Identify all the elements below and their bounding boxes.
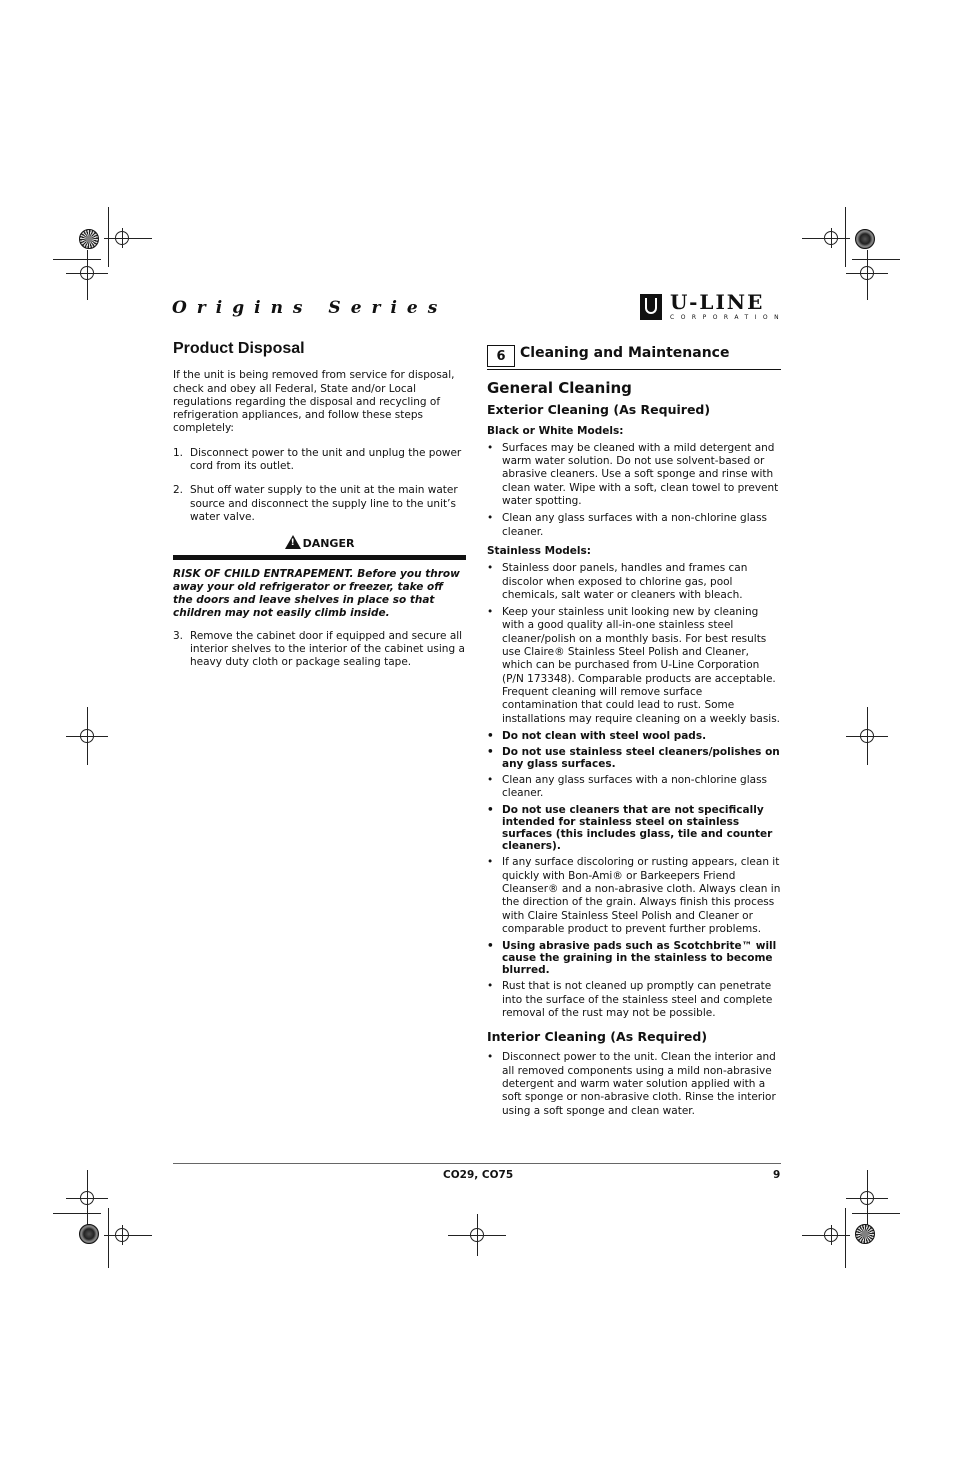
u-line-logo-icon [640,294,662,320]
step-text: Remove the cabinet door if equipped and secure all interior shelves to the interior of the cabinet using a heavy duty cloth or package sealing tape. [190,629,465,669]
list-item: • Keep your stainless unit looking new by cleaning with a good quality all-in-one stainless steel cleaner/polish on a monthly basis. For best results use Claire® Stainless Steel Polish and Cleaner, which can be purchased from U-Line Corporation (P/N 173348). Comparable products are acceptable. Frequent cleaning will remove surface contamination that could lead to rust. Some installations may require cleaning on a weekly basis. [487,606,781,726]
list-item: • Surfaces may be cleaned with a mild detergent and warm water solution. Do not use solvent-based or abrasive cleaners. Use a soft sponge and rinse with clean water. Wipe with a soft, clean towel to prevent water spotting. [487,442,781,508]
u-line-logo [640,290,786,322]
registration-disc-icon [79,229,99,249]
list-item: • Disconnect power to the unit. Clean the interior and all removed components using a mild non-abrasive detergent and warm water solution applied with a soft sponge or non-abrasive cloth. Rinse the interior using a soft sponge and clean water. [487,1051,781,1117]
danger-label: DANGER [302,537,355,551]
warning-triangle-icon: ! [285,535,301,549]
list-item: • Do not use cleaners that are not specifically intended for stainless steel on stainless surfaces (this includes glass, tile and counter cleaners). [487,804,781,852]
chapter-title: Cleaning and Maintenance [520,345,730,361]
danger-divider [173,555,466,560]
footer-divider [173,1163,781,1164]
logo-subtitle: CORPORATION [670,314,786,321]
list-item: • Rust that is not cleaned up promptly can penetrate into the surface of the stainless steel and complete removal of the rust may not be possible. [487,980,781,1020]
registration-cross-icon [860,729,874,743]
interior-cleaning-heading: Interior Cleaning (As Required) [487,1029,708,1045]
step-text: Shut off water supply to the unit at the main water source and disconnect the supply line to the unit’s water valve. [190,484,458,523]
crop-line [108,1208,109,1268]
child-entrapment-warning: RISK OF CHILD ENTRAPEMENT. Before you throw away your old refrigerator or freezer, take off the doors and leave shelves in place so that children may not easily climb inside. [173,567,460,620]
crop-line [845,207,846,267]
registration-cross-icon [115,1228,129,1242]
stainless-models-heading: Stainless Models: [487,544,591,557]
interior-list [487,1051,781,1117]
list-item: • If any surface discoloring or rusting appears, clean it quickly with Bon-Ami® or Barkeepers Friend Cleanser® and a non-abrasive cloth. Always clean in the direction of the grain. Always finish this process with Claire Stainless Steel Polish and Cleaner or comparable product to prevent further problems. [487,856,781,936]
crop-line [845,1208,846,1268]
crop-line [66,273,108,274]
crop-line [846,273,888,274]
disposal-steps [173,447,466,524]
registration-cross-icon [470,1228,484,1242]
step-number: 3. [173,629,184,642]
left-column [173,342,466,681]
registration-cross-icon [824,1228,838,1242]
step-text: Disconnect power to the unit and unplug the power cord from its outlet. [190,446,462,473]
logo-name: U-LINE [670,290,765,314]
black-white-list [487,442,781,539]
disposal-steps-continued [173,630,466,670]
danger-heading [173,535,466,554]
list-item: • Using abrasive pads such as Scotchbrite™ will cause the graining in the stainless to become blurred. [487,940,781,976]
stainless-list [487,562,781,1020]
list-item: • Do not clean with steel wool pads. [487,730,781,742]
list-item: • Do not use stainless steel cleaners/polishes on any glass surfaces. [487,746,781,770]
list-item: • Clean any glass surfaces with a non-chlorine glass cleaner. [487,774,781,801]
registration-cross-icon [80,1191,94,1205]
page-number: 9 [773,1169,781,1181]
chapter-header [487,345,781,370]
disposal-step [173,447,466,474]
list-item: • Clean any glass surfaces with a non-chlorine glass cleaner. [487,512,781,539]
general-cleaning-heading: General Cleaning [487,379,632,397]
series-title: Origins Series [172,298,448,318]
registration-disc-icon [855,1224,875,1244]
product-disposal-heading: Product Disposal [173,340,305,357]
crop-line [108,207,109,267]
footer-model-numbers: CO29, CO75 [443,1169,514,1181]
black-white-models-heading: Black or White Models: [487,424,624,437]
registration-cross-icon [824,231,838,245]
registration-cross-icon [115,231,129,245]
registration-cross-icon [80,729,94,743]
crop-line [53,259,101,260]
crop-line [53,1213,101,1214]
chapter-number: 6 [487,345,515,367]
step-number: 2. [173,484,184,497]
step-number: 1. [173,446,184,459]
list-item: • Stainless door panels, handles and frames can discolor when exposed to chlorine gas, pool chemicals, salt water or cleaners with bleach. [487,562,781,602]
disposal-step [173,630,466,670]
right-column [487,345,781,1124]
crop-line [852,1213,900,1214]
crop-line [852,259,900,260]
registration-cross-icon [860,1191,874,1205]
exterior-cleaning-heading: Exterior Cleaning (As Required) [487,402,711,418]
disposal-step [173,484,466,524]
disposal-intro: If the unit is being removed from service for disposal, check and obey all Federal, State and/or Local regulations regarding the disposal and recycling of refrigeration appliances, and follow these steps completely: [173,369,455,435]
registration-disc-icon [855,229,875,249]
registration-disc-icon [79,1224,99,1244]
